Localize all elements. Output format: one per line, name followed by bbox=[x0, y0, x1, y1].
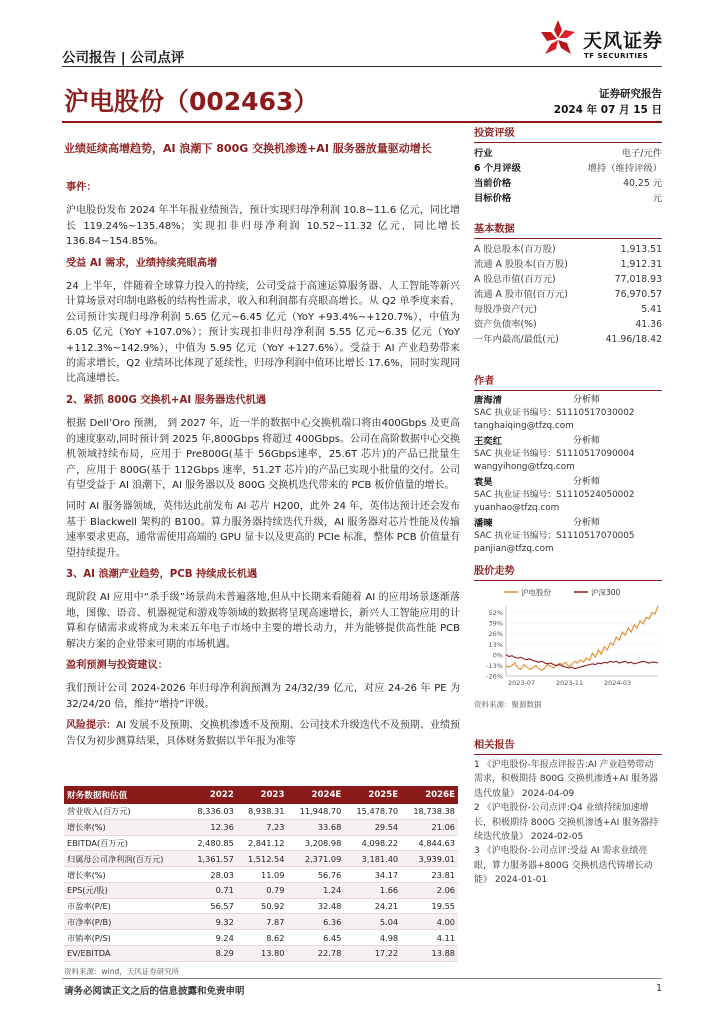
authors-panel bbox=[474, 372, 662, 558]
author-name-row bbox=[474, 476, 662, 489]
table-cell: 2,480.85 bbox=[186, 835, 237, 851]
basic-data-label: 每股净资产(元) bbox=[474, 304, 538, 315]
table-cell: 50.92 bbox=[237, 898, 288, 914]
table-cell: 33.68 bbox=[287, 819, 344, 835]
table-cell: 1,512.54 bbox=[237, 851, 288, 867]
event-title: 事件： bbox=[66, 182, 97, 193]
author-email[interactable]: panjian@tfzq.com bbox=[474, 543, 554, 554]
author-email[interactable]: yuanhao@tfzq.com bbox=[474, 502, 560, 513]
basic-data-panel bbox=[474, 220, 662, 347]
basic-data-value: 76,970.57 bbox=[614, 289, 662, 300]
rating-panel bbox=[474, 124, 662, 206]
table-cell: 56.57 bbox=[186, 898, 237, 914]
table-cell: 22.78 bbox=[287, 946, 344, 962]
table-row-label: 归属母公司净利润(百万元) bbox=[64, 851, 186, 867]
table-cell: 8.29 bbox=[186, 946, 237, 962]
table-cell: 24.21 bbox=[344, 898, 401, 914]
financial-table-body bbox=[64, 804, 458, 961]
section-3-title: 3、AI 浪潮产业趋势，PCB 持续成长机遇 bbox=[66, 568, 258, 580]
rating-value: 40.25 元 bbox=[623, 178, 662, 189]
table-row-label: 市盈率(P/E) bbox=[64, 898, 186, 914]
author-name: 王奕红 bbox=[474, 436, 502, 447]
table-header-year: 2023 bbox=[237, 786, 288, 804]
report-headline: 业绩延续高增趋势，AI 浪潮下 800G 交换机渗透+AI 服务器放量驱动增长 bbox=[64, 142, 432, 155]
rating-value: 电子/元件 bbox=[621, 148, 662, 159]
basic-data-row bbox=[474, 317, 662, 332]
y-tick-label: 52% bbox=[488, 609, 503, 618]
table-row bbox=[64, 867, 458, 883]
basic-data-label: 一年内最高/最低(元) bbox=[474, 334, 559, 345]
table-row bbox=[64, 882, 458, 898]
table-cell: 4.98 bbox=[344, 930, 401, 946]
table-row-label: 市净率(P/B) bbox=[64, 914, 186, 930]
basic-data-value: 1,913.51 bbox=[620, 244, 662, 255]
table-cell: 13.88 bbox=[401, 946, 458, 962]
author-role: 分析师 bbox=[572, 518, 600, 528]
table-cell: 4.00 bbox=[401, 914, 458, 930]
table-cell: 32.48 bbox=[287, 898, 344, 914]
basic-data-label: A 股总股本(百万股) bbox=[474, 244, 556, 255]
series-line bbox=[506, 655, 658, 669]
y-tick-label: 0% bbox=[492, 651, 503, 660]
logo-text: 天风证券 bbox=[583, 30, 664, 52]
table-header-year: 2022 bbox=[186, 786, 237, 804]
section-4-title: 盈利预测与投资建议： bbox=[66, 659, 168, 671]
table-cell: 21.06 bbox=[401, 819, 458, 835]
author-name-row bbox=[474, 517, 662, 530]
table-cell: 9.24 bbox=[186, 930, 237, 946]
logo-mark-icon bbox=[535, 16, 581, 62]
basic-data-label: 资产负债率(%) bbox=[474, 319, 537, 330]
author-role: 分析师 bbox=[572, 436, 600, 446]
table-cell: 2,371.09 bbox=[287, 851, 344, 867]
y-tick-label: 26% bbox=[488, 630, 503, 639]
basic-data-value: 5.41 bbox=[641, 304, 662, 315]
basic-data-row bbox=[474, 287, 662, 302]
table-row-label: 市销率(P/S) bbox=[64, 930, 186, 946]
table-row-label: EBITDA(百万元) bbox=[64, 835, 186, 851]
rating-title: 投资评级 bbox=[474, 124, 662, 143]
table-cell: 18,738.38 bbox=[401, 804, 458, 819]
table-cell: 0.79 bbox=[237, 882, 288, 898]
section-1-text: 24 上半年，伴随着全球算力投入的持续，公司受益于高速运算服务器、人工智能等新兴计算场景对印制电路板的结构性需求，收入和利润都有亮眼高增长。从 Q2 单季度来看，公司预计实现归母净利润 5.65 亿元~6.45 亿元（YoY +93.4%~+120.7%），中值为 6.05 亿元（YoY +107.0%）；预计实现扣非归母净利润 5.55 亿元~6.35 亿元（YoY +112.3%~142.9%），中值为 5.95 亿元（YoY +127.6%）。受益于 AI 产业趋势带来的需求增长，Q2 业绩环比体现了延续性，归母净利润中值环比增长 17.6%，同时实现同比高速增长。 bbox=[66, 281, 460, 385]
footer-disclaimer: 请务必阅读正文之后的信息披露和免责申明 bbox=[64, 986, 245, 997]
rating-row bbox=[474, 161, 662, 176]
table-cell: 7.23 bbox=[237, 819, 288, 835]
table-cell: 2.06 bbox=[401, 882, 458, 898]
table-cell: 23.81 bbox=[401, 867, 458, 883]
table-row bbox=[64, 930, 458, 946]
table-row bbox=[64, 835, 458, 851]
y-tick-label: 13% bbox=[488, 640, 503, 649]
author-name-row bbox=[474, 435, 662, 448]
table-cell: 8,336.03 bbox=[186, 804, 237, 819]
report-date: 2024 年 07 月 15 日 bbox=[553, 104, 662, 116]
risk-label: 风险提示： bbox=[66, 720, 117, 732]
authors-title: 作者 bbox=[474, 372, 662, 391]
table-cell: 19.55 bbox=[401, 898, 458, 914]
report-category: 公司报告 | 公司点评 bbox=[62, 50, 185, 66]
basic-data-label: 流通 A 股股本(百万股) bbox=[474, 259, 568, 270]
rating-value: 元 bbox=[652, 193, 662, 204]
x-tick-label: 2024-03 bbox=[604, 679, 632, 687]
stock-trend-chart bbox=[474, 584, 662, 694]
table-cell: 8.62 bbox=[237, 930, 288, 946]
table-cell: 56.76 bbox=[287, 867, 344, 883]
table-row-label: 营业收入(百万元) bbox=[64, 804, 186, 819]
section-2-title: 2、紧抓 800G 交换机+AI 服务器迭代机遇 bbox=[66, 394, 267, 406]
company-title: 沪电股份（002463） bbox=[64, 87, 319, 116]
table-cell: 7.87 bbox=[237, 914, 288, 930]
author-email[interactable]: wangyihong@tfzq.com bbox=[474, 461, 575, 472]
page-number: 1 bbox=[655, 983, 662, 994]
header-divider bbox=[62, 66, 662, 67]
table-row bbox=[64, 914, 458, 930]
table-header-year: 2024E bbox=[287, 786, 344, 804]
table-cell: 29.54 bbox=[344, 819, 401, 835]
table-cell: 8,938.31 bbox=[237, 804, 288, 819]
stock-trend-source: 资料来源：聚源数据 bbox=[474, 700, 542, 709]
table-header-label: 财务数据和估值 bbox=[64, 786, 186, 804]
author-cert: SAC 执业证书编号：S1110524050002 bbox=[474, 490, 635, 500]
basic-data-row bbox=[474, 272, 662, 287]
table-cell: 3,939.01 bbox=[401, 851, 458, 867]
rating-label: 6 个月评级 bbox=[474, 163, 521, 174]
table-cell: 3,181.40 bbox=[344, 851, 401, 867]
rating-label: 当前价格 bbox=[474, 178, 512, 189]
legend-label: 沪电股份 bbox=[521, 588, 551, 597]
table-cell: 11,948.70 bbox=[287, 804, 344, 819]
basic-data-label: 流通 A 股市值(百万元) bbox=[474, 289, 568, 300]
risk-warning bbox=[66, 718, 460, 749]
logo-subtext: TF SECURITIES bbox=[584, 52, 649, 60]
table-row bbox=[64, 898, 458, 914]
table-cell: 4,098.22 bbox=[344, 835, 401, 851]
basic-data-row bbox=[474, 332, 662, 347]
table-cell: 9.32 bbox=[186, 914, 237, 930]
table-cell: 6.45 bbox=[287, 930, 344, 946]
table-cell: 12.36 bbox=[186, 819, 237, 835]
section-4-text: 我们预计公司 2024-2026 年归母净利润预测为 24/32/39 亿元，对应 24-26 年 PE 为 32/24/20 倍，维持“增持”评级。 bbox=[66, 683, 460, 710]
author-name-row bbox=[474, 394, 662, 407]
basic-data-value: 77,018.93 bbox=[614, 274, 662, 285]
author-role: 分析师 bbox=[572, 477, 600, 487]
financial-table-header bbox=[64, 786, 458, 804]
basic-data-row bbox=[474, 242, 662, 257]
author-name: 唐海清 bbox=[474, 395, 502, 406]
basic-data-value: 41.96/18.42 bbox=[605, 334, 662, 345]
rating-row bbox=[474, 176, 662, 191]
main-body bbox=[66, 180, 460, 755]
author-cert: SAC 执业证书编号：S1110517070005 bbox=[474, 531, 635, 541]
related-report-item[interactable]: 1 《沪电股份-年报点评报告:AI 产业趋势带动需求，积极期待 800G 交换机渗透+AI 服务器迭代放量》 2024-04-09 bbox=[474, 760, 659, 799]
report-type: 证券研究报告 bbox=[599, 88, 662, 100]
basic-data-value: 1,912.31 bbox=[620, 259, 662, 270]
table-row bbox=[64, 804, 458, 819]
related-reports-title: 相关报告 bbox=[474, 736, 662, 755]
table-cell: 1.66 bbox=[344, 882, 401, 898]
author-item bbox=[474, 394, 662, 432]
section-2-text-1: 根据 Dell’Oro 预测， 到 2027 年，近一半的数据中心交换机端口将由400Gbps 及更高的速度驱动,同时预计到 2025 年,800Gbps 将超过 400Gbps。公司在高阶数据中心交换机领域持续布局，应用于 Pre800G(基于 56Gbps速率，25.6T 芯片)的产品已批量生产，应用于 800G(基于 112Gbps 速率，51.2T 芯片)的产品已实现小批量的交付。公司有望受益于 AI 浪潮下，AI 服务器以及 800G 交换机迭代带来的 PCB 板价值量的增长。 bbox=[66, 418, 461, 491]
y-tick-label: -13% bbox=[486, 661, 503, 670]
rating-label: 行业 bbox=[474, 148, 493, 159]
related-reports-panel bbox=[474, 736, 662, 888]
table-cell: 28.03 bbox=[186, 867, 237, 883]
table-cell: 3,208.98 bbox=[287, 835, 344, 851]
related-report-item[interactable]: 2 《沪电股份-公司点评:Q4 业绩持续加速增长，积极期待 800G 交换机渗透+AI 服务器持续迭代放量》 2024-02-05 bbox=[474, 803, 659, 843]
author-item bbox=[474, 435, 662, 473]
table-row-label: EV/EBITDA bbox=[64, 946, 186, 962]
table-cell: 13.80 bbox=[237, 946, 288, 962]
rating-row bbox=[474, 146, 662, 161]
title-divider bbox=[62, 121, 662, 123]
author-name: 潘暕 bbox=[474, 518, 493, 529]
table-cell: 4.11 bbox=[401, 930, 458, 946]
table-cell: 15,478.70 bbox=[344, 804, 401, 819]
x-tick-label: 2023-07 bbox=[508, 679, 536, 687]
table-cell: 1,361.57 bbox=[186, 851, 237, 867]
risk-text: AI 发展不及预期、交换机渗透不及预期、公司技术升级迭代不及预期、业绩预告仅为初步测算结果，具体财务数据以半年报为准等 bbox=[66, 720, 461, 747]
table-cell: 5.04 bbox=[344, 914, 401, 930]
event-text: 沪电股份发布 2024 年半年报业绩预告，预计实现归母净利润 10.8~11.6 亿元，同比增长 119.24%~135.48%；实现扣非归母净利润 10.52~11.32 亿元，同比增长 136.84~154.85%。 bbox=[66, 205, 460, 248]
table-cell: 34.17 bbox=[344, 867, 401, 883]
table-row bbox=[64, 851, 458, 867]
author-cert: SAC 执业证书编号：S1110517030002 bbox=[474, 408, 635, 418]
table-cell: 1.24 bbox=[287, 882, 344, 898]
table-row-label: 增长率(%) bbox=[64, 867, 186, 883]
section-2-text-2: 同时 AI 服务器领域，英伟达此前发布 AI 芯片 H200，此外 24 年，英伟达预计还会发布基于 Blackwell 架构的 B100。算力服务器持续迭代升级，AI 服务器对芯片性能及传输速率要求更高，通常需使用高端的 GPU 显卡以及更高的 PCIe 标准，整体 PCB 价值量有望持续提升。 bbox=[66, 501, 460, 559]
rating-row bbox=[474, 191, 662, 206]
basic-data-label: A 股总市值(百万元) bbox=[474, 274, 556, 285]
table-header-year: 2026E bbox=[401, 786, 458, 804]
basic-data-row bbox=[474, 257, 662, 272]
basic-data-value: 41.36 bbox=[635, 319, 662, 330]
table-row-label: EPS(元/股) bbox=[64, 882, 186, 898]
table-cell: 6.36 bbox=[287, 914, 344, 930]
section-3-text: 现阶段 AI 应用中“杀手级”场景尚未普遍落地,但从中长期来看随着 AI 的应用场景逐渐落地，图像、语音、机器视觉和游戏等领域的数据将呈现高速增长，新兴人工智能应用的计算和存储需求或将成为未来五年电子市场中主要的增长动力，并为能够提供高性能 PCB 解决方案的企业带来可期的市场机遇。 bbox=[66, 592, 460, 650]
author-item bbox=[474, 517, 662, 555]
rating-label: 目标价格 bbox=[474, 193, 512, 204]
rating-value: 增持（维持评级） bbox=[587, 163, 662, 174]
section-1-title: 受益 AI 需求，业绩持续亮眼高增 bbox=[66, 257, 218, 269]
financial-table-wrap bbox=[64, 786, 458, 977]
x-tick-label: 2023-11 bbox=[556, 679, 584, 687]
series-line bbox=[506, 606, 658, 670]
basic-data-row bbox=[474, 302, 662, 317]
table-header-year: 2025E bbox=[344, 786, 401, 804]
table-cell: 0.71 bbox=[186, 882, 237, 898]
related-report-item[interactable]: 3 《沪电股份-公司点评:受益 AI 需求业绩亮眼，算力服务器+800G 交换机迭代铸增长动能》 2024-01-01 bbox=[474, 846, 653, 886]
company-logo bbox=[535, 14, 670, 68]
table-row bbox=[64, 819, 458, 835]
table-row bbox=[64, 946, 458, 962]
author-item bbox=[474, 476, 662, 514]
financial-table bbox=[64, 786, 458, 962]
author-role: 分析师 bbox=[572, 395, 600, 405]
table-row-label: 增长率(%) bbox=[64, 819, 186, 835]
author-name: 袁昊 bbox=[474, 477, 493, 488]
y-tick-label: 39% bbox=[488, 619, 503, 628]
y-tick-label: -26% bbox=[486, 672, 503, 681]
footer-divider bbox=[62, 978, 662, 979]
basic-data-title: 基本数据 bbox=[474, 220, 662, 239]
table-cell: 4,844.63 bbox=[401, 835, 458, 851]
legend-label: 沪深300 bbox=[591, 588, 621, 597]
table-cell: 2,841.12 bbox=[237, 835, 288, 851]
table-cell: 11.09 bbox=[237, 867, 288, 883]
financial-table-source: 资料来源：wind，天风证券研究所 bbox=[64, 966, 180, 976]
stock-trend-panel bbox=[474, 562, 662, 710]
table-cell: 17.22 bbox=[344, 946, 401, 962]
stock-trend-title: 股价走势 bbox=[474, 562, 662, 581]
author-email[interactable]: tanghaiqing@tfzq.com bbox=[474, 420, 574, 431]
author-cert: SAC 执业证书编号：S1110517090004 bbox=[474, 449, 635, 459]
